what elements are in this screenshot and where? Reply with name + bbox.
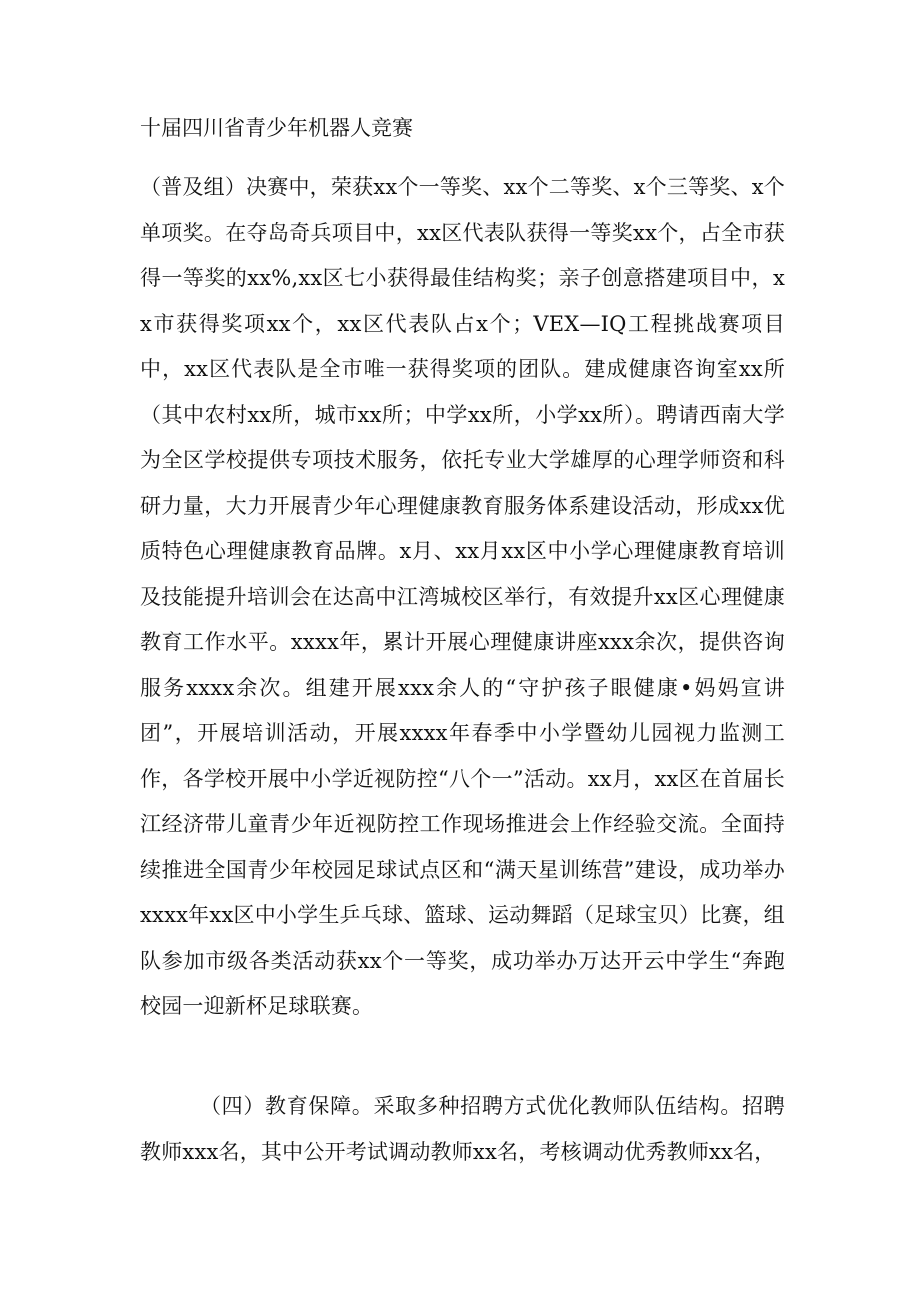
body-paragraph-2: （四）教育保障。采取多种招聘方式优化教师队伍结构。招聘教师xxx名，其中公开考试调动教师xx名，考核调动优秀教师xx名， [140,1094,785,1164]
document-heading: 十届四川省青少年机器人竞赛 [140,116,413,140]
body-paragraph-1: （普及组）决赛中，荣获xx个一等奖、xx个二等奖、x个三等奖、x个单项奖。在夺岛奇兵项目中，xx区代表队获得一等奖xx个，占全市获得一等奖的xx%,xx区七小获得最佳结构奖；亲子创意搭建项目中，xx市获得奖项xx个，xx区代表队占x个；VEX—IQ工程挑战赛项目中，xx区代表队是全市唯一获得奖项的团队。建成健康咨询室xx所（其中农村xx所，城市xx所；中学xx所，小学xx所）。聘请西南大学为全区学校提供专项技术服务，依托专业大学雄厚的心理学师资和科研力量，大力开展青少年心理健康教育服务体系建设活动，形成xx优质特色心理健康教育品牌。x月、xx月xx区中小学心理健康教育培训及技能提升培训会在达高中江湾城校区举行，有效提升xx区心理健康教育工作水平。xxxx年，累计开展心理健康讲座xxx余次，提供咨询服务xxxx余次。组建开展xxx余人的“守护孩子眼健康•妈妈宣讲团”，开展培训活动，开展xxxx年春季中小学暨幼儿园视力监测工作，各学校开展中小学近视防控“八个一”活动。xx月，xx区在首届长江经济带儿童青少年近视防控工作现场推进会上作经验交流。全面持续推进全国青少年校园足球试点区和“满天星训练营”建设，成功举办xxxx年xx区中小学生乒乓球、篮球、运动舞蹈（足球宝贝）比赛，组队参加市级各类活动获xx个一等奖，成功举办万达开云中学生“奔跑校园一迎新杯足球联赛。 [140,175,785,1018]
